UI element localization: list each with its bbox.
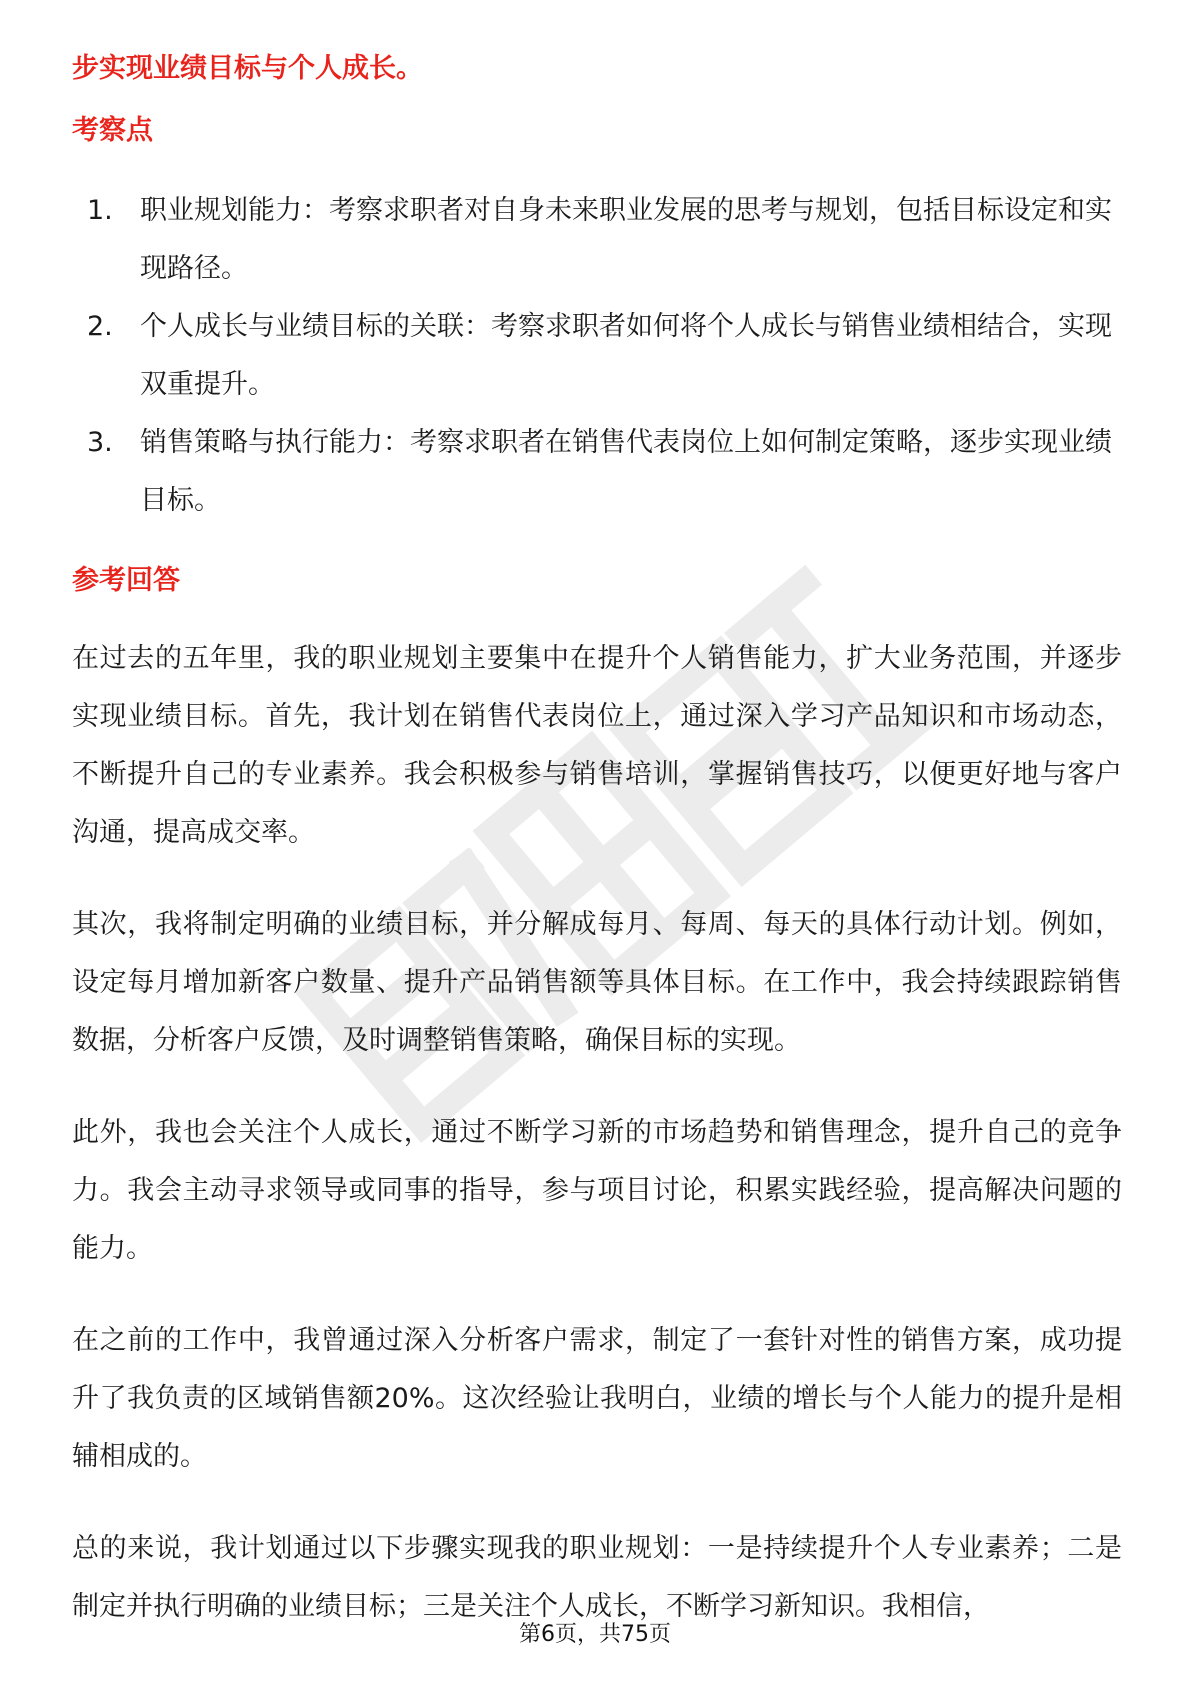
section-heading-kaocha: 考察点 [72,115,153,146]
assessment-points-list [72,182,1122,530]
watermark-text: 职场密码 [590,852,630,863]
list-item-text: 职业规划能力：考察求职者对自身未来职业发展的思考与规划，包括目标设定和实现路径。 [140,195,1112,284]
list-item-text: 个人成长与业绩目标的关联：考察求职者如何将个人成长与销售业绩相结合，实现双重提升。 [140,311,1112,400]
list-item-number: 1. [87,195,113,226]
answer-paragraph: 总的来说，我计划通过以下步骤实现我的职业规划：一是持续提升个人专业素养；二是制定并执行明确的业绩目标；三是关注个人成长，不断学习新知识。我相信， [72,1533,1122,1622]
list-item [72,414,1122,530]
section-heading-cankao: 参考回答 [72,565,180,596]
list-item [72,298,1122,414]
list-item-text: 销售策略与执行能力：考察求职者在销售代表岗位上如何制定策略，逐步实现业绩目标。 [140,427,1112,516]
answer-paragraph: 在过去的五年里，我的职业规划主要集中在提升个人销售能力，扩大业务范围，并逐步实现业绩目标。首先，我计划在销售代表岗位上，通过深入学习产品知识和市场动态，不断提升自己的专业素养。我会积极参与销售培训，掌握销售技巧，以便更好地与客户沟通，提高成交率。 [72,643,1122,848]
list-item-number: 3. [87,427,113,458]
answer-paragraph: 此外，我也会关注个人成长，通过不断学习新的市场趋势和销售理念，提升自己的竞争力。我会主动寻求领导或同事的指导，参与项目讨论，积累实践经验，提高解决问题的能力。 [72,1117,1122,1264]
answer-paragraph: 其次，我将制定明确的业绩目标，并分解成每月、每周、每天的具体行动计划。例如，设定每月增加新客户数量、提升产品销售额等具体目标。在工作中，我会持续跟踪销售数据，分析客户反馈，及时调整销售策略，确保目标的实现。 [72,909,1122,1056]
list-item [72,182,1122,298]
answer-paragraph: 在之前的工作中，我曾通过深入分析客户需求，制定了一套针对性的销售方案，成功提升了我负责的区域销售额20%。这次经验让我明白，业绩的增长与个人能力的提升是相辅相成的。 [72,1325,1122,1472]
list-item-number: 2. [87,311,113,342]
page-number-footer: 第6页，共75页 [519,1622,671,1647]
continuation-line: 步实现业绩目标与个人成长。 [72,53,423,84]
main-content [72,40,1122,1636]
